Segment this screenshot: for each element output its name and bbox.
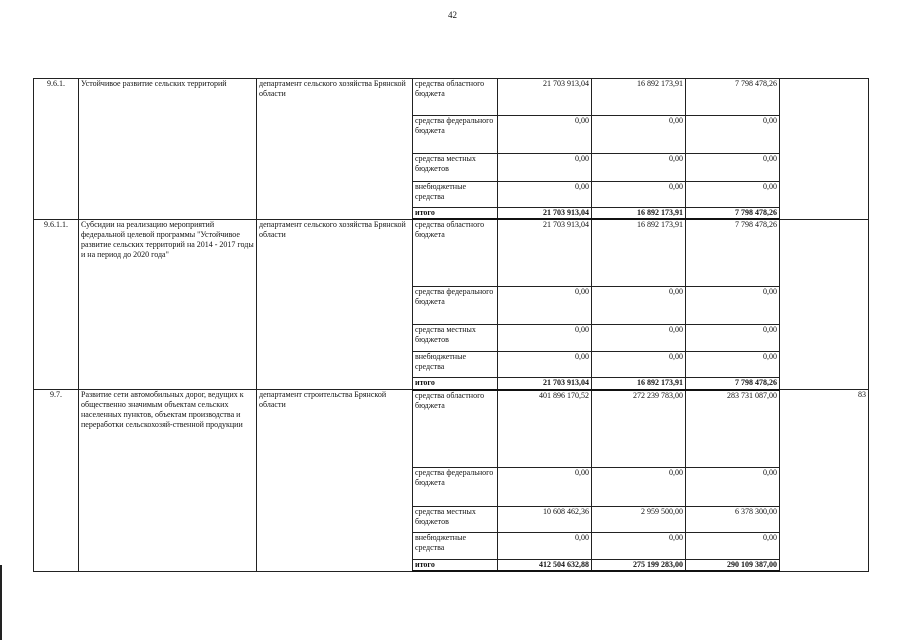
value-cell: 0,00 bbox=[686, 351, 780, 377]
funding-source: внебюджетные средства bbox=[413, 181, 498, 207]
funding-source: средства федерального бюджета bbox=[413, 286, 498, 325]
value-cell: 0,00 bbox=[498, 533, 592, 559]
value-cell: 0,00 bbox=[592, 468, 686, 507]
value-cell: 0,00 bbox=[592, 154, 686, 181]
total-label: итого bbox=[413, 559, 498, 571]
total-label: итого bbox=[413, 378, 498, 390]
value-cell: 0,00 bbox=[498, 468, 592, 507]
extra-cell bbox=[780, 79, 869, 220]
value-cell: 6 378 300,00 bbox=[686, 506, 780, 532]
funding-source: внебюджетные средства bbox=[413, 533, 498, 559]
total-value: 16 892 173,91 bbox=[592, 208, 686, 220]
value-cell: 0,00 bbox=[686, 325, 780, 351]
value-cell: 0,00 bbox=[592, 325, 686, 351]
funding-source: средства местных бюджетов bbox=[413, 506, 498, 532]
value-cell: 401 896 170,52 bbox=[498, 390, 592, 468]
value-cell: 0,00 bbox=[498, 154, 592, 181]
funding-source: внебюджетные средства bbox=[413, 351, 498, 377]
value-cell: 0,00 bbox=[592, 351, 686, 377]
funding-source: средства областного бюджета bbox=[413, 219, 498, 286]
table-row bbox=[34, 79, 869, 116]
total-value: 7 798 478,26 bbox=[686, 378, 780, 390]
value-cell: 0,00 bbox=[686, 181, 780, 207]
value-cell: 0,00 bbox=[592, 115, 686, 154]
total-label: итого bbox=[413, 208, 498, 220]
value-cell: 0,00 bbox=[498, 181, 592, 207]
funding-source: средства областного бюджета bbox=[413, 79, 498, 116]
value-cell: 16 892 173,91 bbox=[592, 79, 686, 116]
value-cell: 0,00 bbox=[686, 115, 780, 154]
value-cell: 0,00 bbox=[592, 533, 686, 559]
row-name: Субсидии на реализацию мероприятий федеральной целевой программы "Устойчивое развитие сельских территорий на 2014 - 2017 годы и на период до 2020 года" bbox=[79, 219, 257, 389]
value-cell: 0,00 bbox=[592, 286, 686, 325]
value-cell: 7 798 478,26 bbox=[686, 79, 780, 116]
value-cell: 0,00 bbox=[498, 115, 592, 154]
value-cell: 0,00 bbox=[592, 181, 686, 207]
extra-cell: 83 bbox=[780, 390, 869, 572]
value-cell: 21 703 913,04 bbox=[498, 219, 592, 286]
value-cell: 0,00 bbox=[498, 351, 592, 377]
page-number: 42 bbox=[448, 10, 457, 20]
value-cell: 0,00 bbox=[686, 286, 780, 325]
value-cell: 16 892 173,91 bbox=[592, 219, 686, 286]
value-cell: 272 239 783,00 bbox=[592, 390, 686, 468]
row-name: Устойчивое развитие сельских территорий bbox=[79, 79, 257, 220]
total-value: 16 892 173,91 bbox=[592, 378, 686, 390]
funding-source: средства местных бюджетов bbox=[413, 325, 498, 351]
value-cell: 283 731 087,00 bbox=[686, 390, 780, 468]
value-cell: 7 798 478,26 bbox=[686, 219, 780, 286]
funding-source: средства федерального бюджета bbox=[413, 115, 498, 154]
value-cell: 0,00 bbox=[686, 533, 780, 559]
funding-source: средства областного бюджета bbox=[413, 390, 498, 468]
value-cell: 10 608 462,36 bbox=[498, 506, 592, 532]
value-cell: 21 703 913,04 bbox=[498, 79, 592, 116]
value-cell: 0,00 bbox=[686, 468, 780, 507]
row-executor: департамент сельского хозяйства Брянской области bbox=[257, 219, 413, 389]
value-cell: 0,00 bbox=[498, 325, 592, 351]
table-row bbox=[34, 390, 869, 468]
budget-table bbox=[33, 78, 869, 572]
total-value: 21 703 913,04 bbox=[498, 378, 592, 390]
value-cell: 0,00 bbox=[498, 286, 592, 325]
extra-cell bbox=[780, 219, 869, 389]
scan-edge-mark bbox=[0, 565, 2, 640]
total-value: 275 199 283,00 bbox=[592, 559, 686, 571]
value-cell: 0,00 bbox=[686, 154, 780, 181]
row-code: 9.6.1. bbox=[34, 79, 79, 220]
row-name: Развитие сети автомобильных дорог, ведущих к общественно значимым объектам сельских населенных пунктов, объектам производства и переработки сельскохозяй-ственной продукции bbox=[79, 390, 257, 572]
value-cell: 2 959 500,00 bbox=[592, 506, 686, 532]
row-executor: департамент сельского хозяйства Брянской области bbox=[257, 79, 413, 220]
row-code: 9.7. bbox=[34, 390, 79, 572]
row-executor: департамент строительства Брянской области bbox=[257, 390, 413, 572]
total-value: 21 703 913,04 bbox=[498, 208, 592, 220]
total-value: 290 109 387,00 bbox=[686, 559, 780, 571]
total-value: 7 798 478,26 bbox=[686, 208, 780, 220]
funding-source: средства федерального бюджета bbox=[413, 468, 498, 507]
funding-source: средства местных бюджетов bbox=[413, 154, 498, 181]
total-value: 412 504 632,88 bbox=[498, 559, 592, 571]
row-code: 9.6.1.1. bbox=[34, 219, 79, 389]
table-row bbox=[34, 219, 869, 286]
